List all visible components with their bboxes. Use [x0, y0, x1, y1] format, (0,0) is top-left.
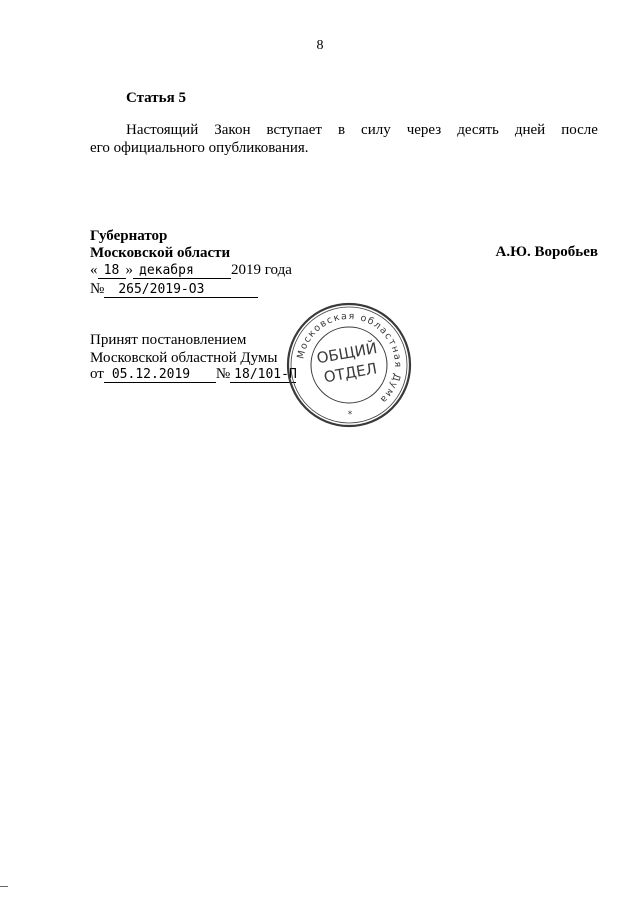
law-number-value: 265/2019-ОЗ — [104, 282, 258, 298]
page-number: 8 — [316, 38, 324, 53]
stamp-graphic — [284, 300, 414, 430]
law-number — [90, 281, 258, 298]
adoption-from-label: от — [90, 366, 104, 382]
stamp-center-line2: ОТДЕЛ — [322, 359, 379, 387]
article-heading: Статья 5 — [126, 90, 186, 106]
official-stamp — [284, 300, 414, 430]
stamp-star: * — [347, 410, 353, 420]
date-close-quote: » — [125, 262, 133, 278]
adoption-info — [90, 331, 278, 367]
adoption-number-symbol: № — [215, 366, 231, 382]
word: дней — [514, 122, 546, 138]
article-paragraph-line2: его официального опубликования. — [90, 140, 309, 156]
adoption-date-row — [90, 366, 296, 383]
signatory-title-line1: Губернатор — [90, 228, 168, 244]
signatory-title — [90, 228, 230, 262]
number-symbol: № — [90, 281, 105, 297]
date-year: 2019 года — [231, 262, 292, 278]
word: Закон — [214, 122, 251, 138]
date-open-quote: « — [90, 262, 98, 278]
word: силу — [361, 122, 391, 138]
word: вступает — [266, 122, 322, 138]
article-paragraph-line1 — [126, 122, 598, 139]
adoption-date-value: 05.12.2019 — [104, 367, 216, 383]
scan-margin-mark — [0, 886, 8, 887]
date-day: 18 — [98, 263, 126, 279]
word: через — [406, 122, 442, 138]
word: Настоящий — [126, 122, 199, 138]
adoption-line1: Принят постановлением — [90, 332, 247, 348]
adoption-number-value: 18/101-П — [230, 367, 296, 383]
signing-date — [90, 262, 292, 279]
adoption-line2: Московской областной Думы — [90, 350, 278, 366]
word: после — [561, 122, 598, 138]
stamp-ring-text: Московская областная Дума — [295, 310, 404, 406]
word: десять — [457, 122, 499, 138]
signatory-name: А.Ю. Воробьев — [495, 244, 598, 260]
stamp-center-line1: ОБЩИЙ — [315, 339, 379, 368]
word: в — [337, 122, 346, 138]
signatory-title-line2: Московской области — [90, 245, 231, 261]
date-month: декабря — [133, 263, 231, 279]
